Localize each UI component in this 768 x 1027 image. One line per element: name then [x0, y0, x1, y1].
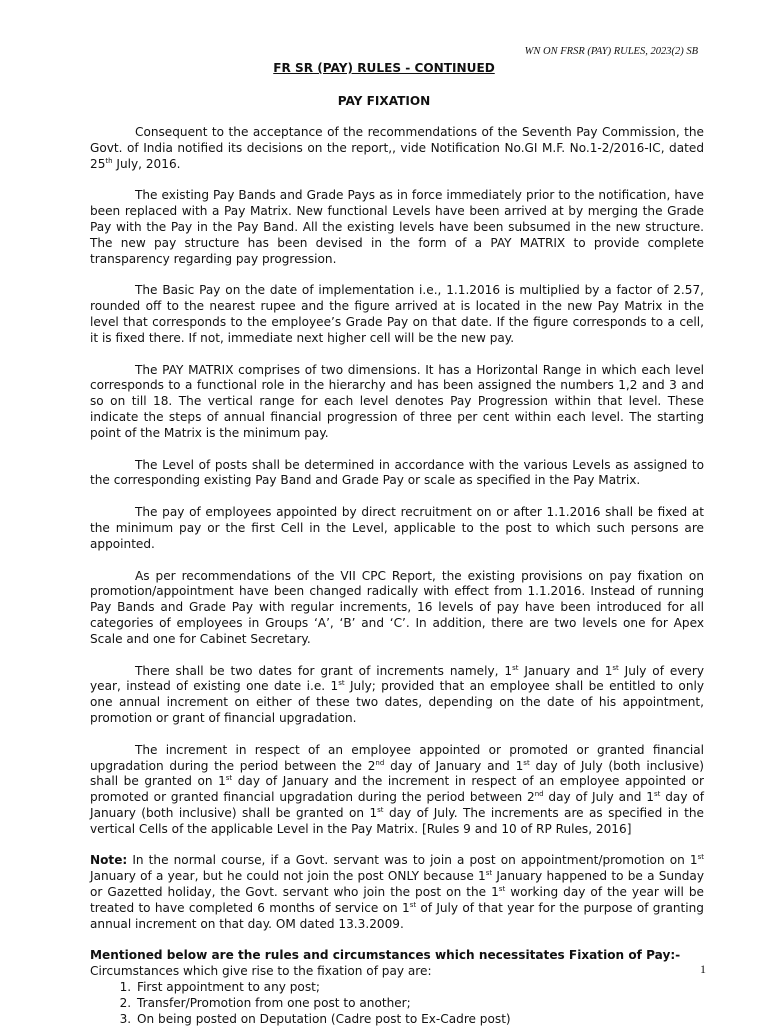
- paragraph-5: The Level of posts shall be determined in accordance with the various Levels as assigned to the corresponding existing Pay Band and Grade Pay or scale as specified in the Pay Matrix.: [90, 457, 704, 488]
- list-item: 2. Transfer/Promotion from one post to another;: [135, 996, 704, 1012]
- paragraph-6: The pay of employees appointed by direct recruitment on or after 1.1.2016 shall be fixed at the minimum pay or the first Cell in the Level, applicable to the post to which such persons are appointed.: [90, 505, 704, 551]
- paragraph-2: The existing Pay Bands and Grade Pays as in force immediately prior to the notification, have been replaced with a Pay Matrix. New functional Levels have been arrived at by merging the Grade Pay with the Pay in the Pay Band. All the existing levels have been subsumed in the new structure. The new pay structure has been devised in the form of a PAY MATRIX to provide complete transparency regarding pay progression.: [90, 188, 704, 266]
- section-title: PAY FIXATION: [337, 94, 431, 108]
- running-header: WN ON FRSR (PAY) RULES, 2023(2) SB: [524, 46, 698, 57]
- paragraph-4: The PAY MATRIX comprises of two dimensions. It has a Horizontal Range in which each level corresponds to a functional role in the hierarchy and has been assigned the numbers 1,2 and 3 and so on till 18. The vertical range for each level denotes Pay Progression within that level. These indicate the steps of annual financial progression of three per cent within each level. The starting point of the Matrix is the minimum pay.: [90, 362, 704, 440]
- paragraph-1: Consequent to the acceptance of the recommendations of the Seventh Pay Commission, the Govt. of India notified its decisions on the report,, vide Notification No.GI M.F. No.1-2/2016-IC, dated 25th July, 2016.: [90, 125, 704, 171]
- note-paragraph: Note: In the normal course, if a Govt. servant was to join a post on appointment/promotion on 1st January of a year, but he could not join the post ONLY because 1st January happened to be a Sunday or Gazetted holiday, the Govt. servant who join the post on the 1st working day of the year will be treated to have completed 6 months of service on 1st of July of that year for the purpose of granting annual increment on that day. OM dated 13.3.2009.: [90, 853, 704, 931]
- page-title: FR SR (PAY) RULES - CONTINUED: [273, 61, 495, 75]
- paragraph-8: There shall be two dates for grant of increments namely, 1st January and 1st July of every year, instead of existing one date i.e. 1st July; provided that an employee shall be entitled to only one annual increment on either of these two dates, depending on the date of his appointment, promotion or grant of financial upgradation.: [90, 663, 704, 725]
- paragraph-3: The Basic Pay on the date of implementation i.e., 1.1.2016 is multiplied by a factor of 2.57, rounded off to the nearest rupee and the figure arrived at is located in the new Pay Matrix in the level that corresponds to the employee’s Grade Pay on that date. If the figure corresponds to a cell, it is fixed there. If not, immediate next higher cell will be the new pay.: [90, 283, 704, 345]
- rules-intro: Circumstances which give rise to the fixation of pay are:: [90, 964, 432, 979]
- note-label: Note:: [90, 853, 128, 868]
- paragraph-9: The increment in respect of an employee appointed or promoted or granted financial upgradation during the period between the 2nd day of January and 1st day of July (both inclusive) shall be granted on 1st day of January and the increment in respect of an employee appointed or promoted or granted financial upgradation during the period between 2nd day of July and 1st day of January (both inclusive) shall be granted on 1st day of July. The increments are as specified in the vertical Cells of the applicable Level in the Pay Matrix. [Rules 9 and 10 of RP Rules, 2016]: [90, 742, 705, 836]
- rules-heading: Mentioned below are the rules and circumstances which necessitates Fixation of Pay:-: [90, 948, 681, 963]
- paragraph-7: As per recommendations of the VII CPC Report, the existing provisions on pay fixation on promotion/appointment have been changed radically with effect from 1.1.2016. Instead of running Pay Bands and Grade Pay with regular increments, 16 levels of pay have been introduced for all categories of employees in Groups ‘A’, ‘B’ and ‘C’. In addition, there are two levels one for Apex Scale and one for Cabinet Secretary.: [90, 568, 704, 646]
- circumstances-list: [90, 980, 704, 1027]
- list-item: 3. On being posted on Deputation (Cadre post to Ex-Cadre post): [135, 1012, 704, 1027]
- document-body: [90, 125, 704, 1027]
- list-item: 1. First appointment to any post;: [135, 980, 704, 996]
- page-number: 1: [700, 962, 706, 976]
